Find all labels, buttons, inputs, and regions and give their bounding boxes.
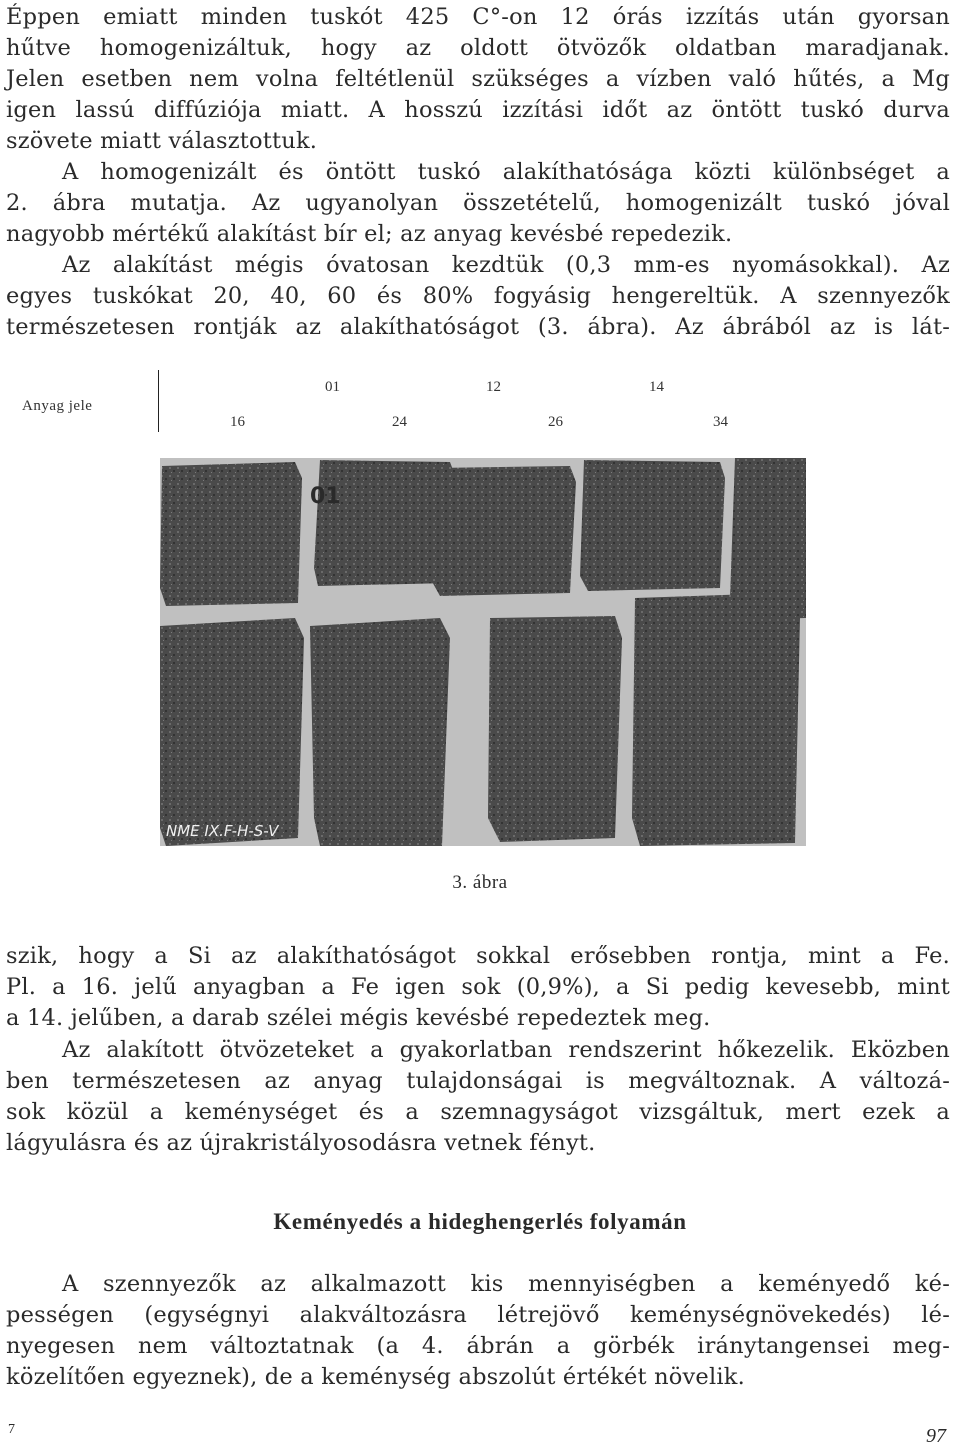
text-line: hűtve homogenizáltuk, hogy az oldott ötvözők oldatban maradjanak. [6, 35, 950, 61]
text-line: Pl. a 16. jelű anyagban a Fe igen sok (0,9%), a Si pedig kevesebb, mint [6, 974, 950, 1000]
sample-code: 01 [325, 379, 340, 395]
figure-legend [0, 365, 960, 440]
paragraph-6 [6, 1269, 950, 1393]
text-line: Éppen emiatt minden tuskót 425 C°-on 12 órás izzítás után gyorsan [6, 4, 950, 30]
text-line: egyes tuskókat 20, 40, 60 és 80% fogyásig hengereltük. A szennyezők [6, 283, 950, 309]
text-line: A homogenizált és öntött tuskó alakíthatósága közti különbséget a [62, 159, 950, 185]
text-line: sok közül a keménységet és a szemnagyságot vizsgáltuk, mert ezek a [6, 1099, 950, 1125]
text-line: A szennyezők az alkalmazott kis mennyiségben a keményedő ké- [62, 1271, 950, 1297]
sample-code: 12 [486, 379, 501, 395]
figure-label: Anyag jele [22, 398, 93, 414]
sample-code: 16 [230, 414, 245, 430]
paragraph-1 [6, 2, 950, 157]
text-line: Az alakított ötvözeteket a gyakorlatban rendszerint hőkezelik. Eközben [62, 1037, 950, 1063]
text-line: igen lassú diffúziója miatt. A hosszú izzítási időt az öntött tuskó durva [6, 97, 950, 123]
text-line: lágyulásra és az újrakristályosodásra vetnek fényt. [6, 1130, 596, 1156]
paragraph-4 [6, 941, 950, 1034]
page-number: 97 [926, 1425, 946, 1447]
paragraph-2 [6, 157, 950, 250]
sample-code: 24 [392, 414, 407, 430]
text-line: a 14. jelűben, a darab szélei mégis kevésbé repedeztek meg. [6, 1005, 711, 1031]
photo-mark: 01 [310, 484, 341, 509]
text-line: pességen (egységnyi alakváltozásra létrejövő keménységnövekedés) lé- [6, 1302, 950, 1328]
rolled-samples-photo [160, 458, 806, 846]
text-line: természetesen rontják az alakíthatóságot (3. ábra). Az ábrából az is lát- [6, 314, 950, 340]
text-line: 2. ábra mutatja. Az ugyanolyan összetételű, homogenizált tuskó jóval [6, 190, 950, 216]
text-line: nyegesen nem változtatnak (a 4. ábrán a görbék iránytangensei meg- [6, 1333, 950, 1359]
text-line: nagyobb mértékű alakítást bír el; az anyag kevésbé repedezik. [6, 221, 733, 247]
paragraph-3 [6, 250, 950, 343]
sample-code: 14 [649, 379, 664, 395]
text-line: ben természetesen az anyag tulajdonságai is megváltoznak. A változá- [6, 1068, 950, 1094]
text-line: Jelen esetben nem volna feltétlenül szükséges a vízben való hűtés, a Mg [6, 66, 950, 92]
text-line: szövete miatt választottuk. [6, 128, 318, 154]
sample-code: 34 [713, 414, 728, 430]
paragraph-5 [6, 1035, 950, 1159]
text-line: közelítően egyeznek), de a keménység abszolút értékét növelik. [6, 1364, 745, 1390]
footer-mark: 7 [8, 1422, 15, 1437]
figure-divider [158, 370, 159, 432]
photo-mark: NME IX.F-H-S-V [166, 822, 279, 840]
section-heading: Keményedés a hideghengerlés folyamán [273, 1209, 687, 1234]
figure-caption: 3. ábra [452, 872, 508, 893]
text-line: Az alakítást mégis óvatosan kezdtük (0,3 mm-es nyomásokkal). Az [62, 252, 950, 278]
text-line: szik, hogy a Si az alakíthatóságot sokkal erősebben rontja, mint a Fe. [6, 943, 950, 969]
sample-code: 26 [548, 414, 563, 430]
